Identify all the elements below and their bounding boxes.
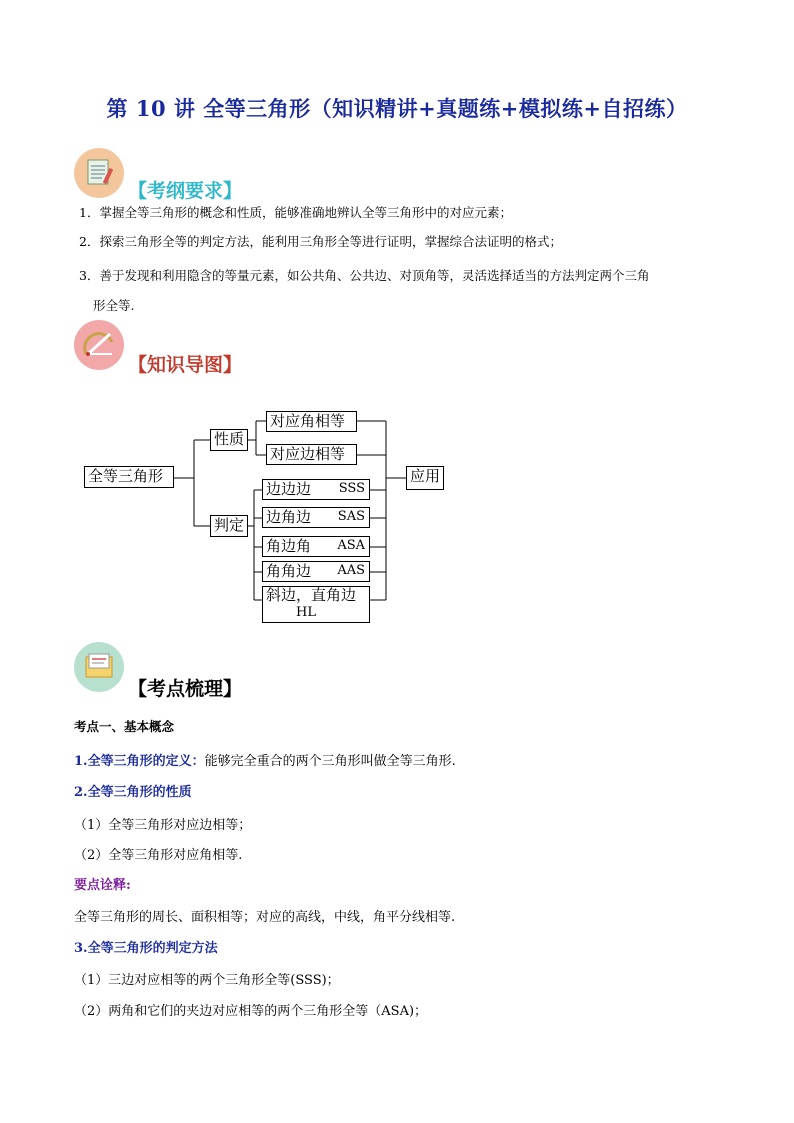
mindmap-section (74, 320, 124, 370)
judge-item-abbr: AAS (337, 563, 365, 578)
page-title: 第 10 讲 全等三角形（知识精讲+真题练+模拟练+自招练） (106, 96, 688, 121)
mindmap-nature-item: 对应边相等 (266, 444, 357, 465)
cards-icon (74, 642, 124, 692)
definition-label: 1.全等三角形的定义： (74, 754, 205, 769)
protractor-icon (74, 320, 124, 370)
requirement-item-3: 3．善于发现和利用隐含的等量元素，如公共角、公共边、对顶角等，灵活选择适当的方法判定两个三角 (79, 268, 650, 283)
property-title: 2.全等三角形的性质 (74, 785, 192, 800)
judge-item-abbr: SAS (337, 509, 365, 524)
note-label: 要点诠释: (74, 878, 131, 893)
requirement-item-3-cont: 形全等. (93, 298, 135, 313)
point1-title: 考点一、基本概念 (74, 719, 175, 734)
judge-item-abbr: ASA (337, 538, 365, 553)
requirement-item-2: 2．探索三角形全等的判定方法，能利用三角形全等进行证明，掌握综合法证明的格式； (79, 234, 562, 249)
requirement-item-1: 1．掌握全等三角形的概念和性质，能够准确地辨认全等三角形中的对应元素； (79, 205, 512, 220)
mindmap-nature: 性质 (210, 429, 248, 451)
mindmap-judge: 判定 (210, 515, 248, 537)
requirements-heading: 【考纲要求】 (128, 180, 243, 202)
definition-line (74, 750, 456, 769)
mindmap-judge-item (262, 507, 370, 528)
judge-item-label: 边角边 (266, 508, 312, 526)
points-heading: 【考点梳理】 (128, 678, 243, 700)
mindmap-apply: 应用 (406, 466, 444, 490)
judge-item-abbr: HL (296, 605, 316, 620)
judge-item-label: 角角边 (266, 562, 312, 580)
judge-item-label: 角边角 (266, 537, 312, 555)
mindmap-judge-item (262, 479, 370, 500)
mindmap-heading: 【知识导图】 (128, 354, 243, 376)
note-text: 全等三角形的周长、面积相等；对应的高线，中线，角平分线相等. (74, 910, 456, 925)
judge-item-label: 斜边，直角边 (266, 586, 357, 604)
notepad-icon (74, 148, 124, 198)
mindmap-judge-item (262, 561, 370, 582)
mindmap-judge-item (262, 586, 370, 623)
judge-item-abbr: SSS (338, 481, 365, 496)
points-section (74, 642, 124, 692)
judge-item-label: 边边边 (266, 480, 312, 498)
judge-method-item: （2）两角和它们的夹边对应相等的两个三角形全等（ASA)； (74, 1004, 428, 1019)
property-item: （2）全等三角形对应角相等. (74, 848, 243, 863)
judge-method-item: （1）三边对应相等的两个三角形全等(SSS)； (74, 973, 340, 988)
requirements-section (74, 148, 124, 198)
mindmap-judge-item (262, 536, 370, 557)
mindmap-nature-item: 对应角相等 (266, 411, 357, 432)
property-item: （1）全等三角形对应边相等； (74, 818, 252, 833)
definition-text: 能够完全重合的两个三角形叫做全等三角形. (204, 754, 456, 769)
judge-title: 3.全等三角形的判定方法 (74, 941, 218, 956)
mindmap-root: 全等三角形 (84, 466, 174, 488)
